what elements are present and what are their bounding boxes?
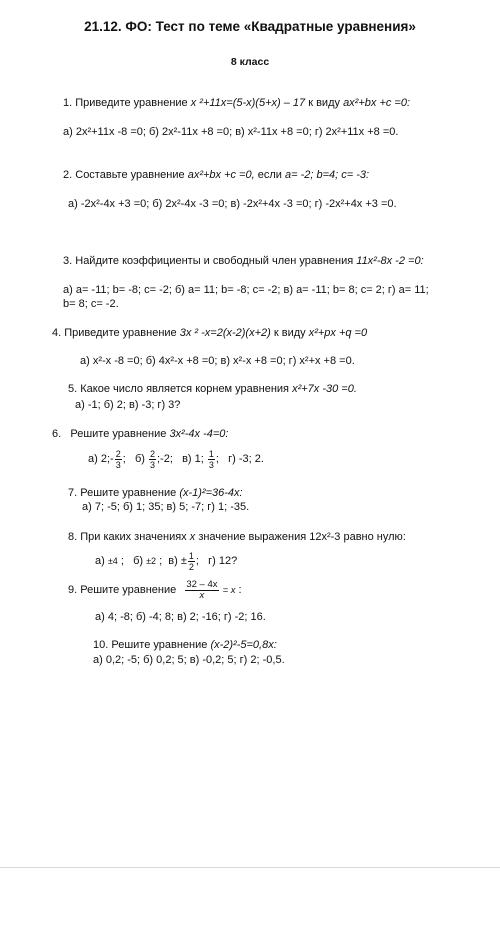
footer-area	[0, 867, 500, 927]
question-6-options: а) 2;- $\frac{2}{3}$ ; б) $\frac{2}{3}$ ;-2; в) 1; $\frac{1}{3}$ ; г) -3; 2.	[88, 448, 264, 470]
page-title: 21.12. ФО: Тест по теме «Квадратные уравнения»	[84, 19, 416, 34]
question-1-options: а) 2x²+11x -8 =0; б) 2x²-11x +8 =0; в) x²-11x +8 =0; г) 2x²+11x +8 =0.	[63, 126, 399, 138]
question-7-options: а) 7; -5; б) 1; 35; в) 5; -7; г) 1; -35.	[82, 501, 250, 513]
question-5: 5. Какое число является корнем уравнения x²+7x -30 =0.	[68, 383, 357, 395]
question-8-options: а) ±4 ; б) ±2 ; в) ± $\frac{1}{2}$ ; г) 12?	[95, 550, 238, 572]
question-9-options: а) 4; -8; б) -4; 8; в) 2; -16; г) -2; 16.	[95, 611, 266, 623]
question-2: 2. Составьте уравнение ax²+bx +c =0, если a= -2; b=4; c= -3:	[63, 169, 370, 181]
question-7: 7. Решите уравнение (x-1)²=36-4x:	[68, 487, 243, 499]
question-4-options: а) x²-x -8 =0; б) 4x²-x +8 =0; в) x²-x +8 =0; г) x²+x +8 =0.	[80, 355, 355, 367]
question-1: 1. Приведите уравнение x ²+11x=(5-x)(5+x) – 17 к виду ax²+bx +c =0:	[63, 97, 411, 109]
question-6: 6. Решите уравнение 3x²-4x -4=0:	[52, 428, 229, 440]
grade-label: 8 класс	[230, 56, 270, 68]
question-3-options-cont: b= 8; c= -2.	[63, 298, 119, 310]
question-5-options: а) -1; б) 2; в) -3; г) 3?	[75, 399, 181, 411]
question-10: 10. Решите уравнение (x-2)²-5=0,8x:	[93, 639, 277, 651]
question-3: 3. Найдите коэффициенты и свободный член уравнения 11x²-8x -2 =0:	[63, 255, 424, 267]
question-8: 8. При каких значениях x значение выражения 12x²-3 равно нулю:	[68, 531, 406, 543]
question-4: 4. Приведите уравнение 3x ² -x=2(x-2)(x+2) к виду x²+px +q =0	[52, 327, 368, 339]
question-2-options: а) -2x²-4x +3 =0; б) 2x²-4x -3 =0; в) -2x²+4x -3 =0; г) -2x²+4x +3 =0.	[68, 198, 397, 210]
question-10-options: а) 0,2; -5; б) 0,2; 5; в) -0,2; 5; г) 2; -0,5.	[93, 654, 285, 666]
question-9: 9. Решите уравнение $\frac{32 - 4x}{x}$ = x :	[68, 578, 242, 601]
question-3-options: а) a= -11; b= -8; c= -2; б) a= 11; b= -8; c= -2; в) a= -11; b= 8; c= 2; г) a= 11;	[63, 284, 429, 296]
